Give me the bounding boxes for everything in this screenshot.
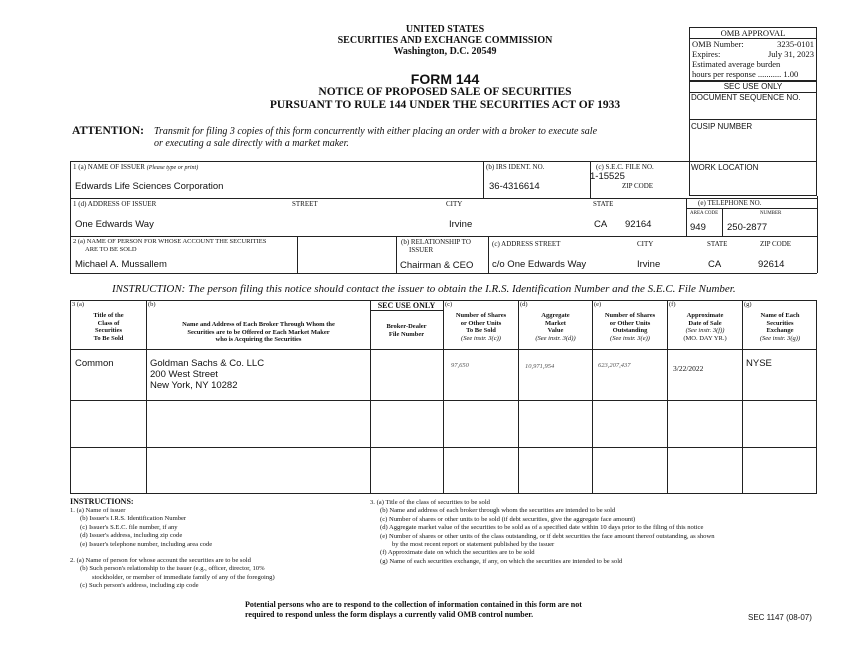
irs-value: 36-4316614 — [489, 181, 540, 192]
sec-use-only-label: SEC USE ONLY — [723, 82, 783, 91]
instruction-banner: INSTRUCTION: The person filing this notice should contact the issuer to obtain the I.R.S. Identification Number and the S.E.C. File Number. — [112, 283, 736, 295]
attention-line1: Transmit for filing 3 copies of this form concurrently with either placing an order with a broker to execute sale — [154, 126, 598, 137]
telephone-label: (e) TELEPHONE NO. — [698, 199, 762, 207]
instructions-heading: INSTRUCTIONS: — [70, 497, 134, 506]
area-code-label: AREA CODE — [690, 211, 719, 216]
issuer-zip-value: 92164 — [625, 219, 652, 230]
col-f-tag: (f) — [669, 301, 676, 308]
agency-header — [290, 24, 600, 57]
omb-expires-label: Expires: — [692, 49, 721, 59]
col-a-tag: 3 (a) — [72, 301, 85, 308]
phone-value: 250-2877 — [727, 222, 768, 233]
agency-line3: Washington, D.C. 20549 — [393, 46, 497, 57]
col-b-tag: (b) — [148, 301, 156, 308]
person-zip-value: 92614 — [758, 259, 785, 270]
person-state-value: CA — [708, 259, 722, 270]
form-subtitle — [200, 86, 690, 111]
sec-file-value: 1-15525 — [590, 171, 625, 182]
issuer-state-value: CA — [594, 219, 608, 230]
col-g-header: Name of Each Securities Exchange (See instr. 3(g)) — [759, 312, 801, 342]
subtitle-line1: NOTICE OF PROPOSED SALE OF SECURITIES — [318, 86, 572, 98]
attention-label: ATTENTION: — [72, 125, 144, 137]
person-city-value: Irvine — [637, 259, 661, 270]
col-d-header: Aggregate Market Value (See instr. 3(d)) — [535, 312, 576, 342]
document-sequence-label: DOCUMENT SEQUENCE NO. — [691, 93, 801, 102]
person-zip-label: ZIP CODE — [760, 240, 792, 248]
row1-outstanding: 623,207,437 — [598, 362, 631, 369]
row1-date: 3/22/2022 — [673, 364, 704, 373]
col-e-tag: (e) — [594, 301, 602, 308]
issuer-name-value: Edwards Life Sciences Corporation — [75, 181, 224, 192]
person-name-label: 2 (a) NAME OF PERSON FOR WHOSE ACCOUNT THE SECURITIES ARE TO BE SOLD — [73, 238, 267, 253]
work-location-label: WORK LOCATION — [691, 163, 759, 172]
form-code: SEC 1147 (08-07) — [748, 613, 812, 622]
subtitle-line2: PURSUANT TO RULE 144 UNDER THE SECURITIES ACT OF 1933 — [269, 98, 621, 111]
omb-title: OMB APPROVAL — [720, 28, 786, 38]
col-f-header: Approximate Date of Sale (See instr. 3(f)) (MO. DAY YR.) — [683, 312, 727, 342]
row1-title: Common — [75, 358, 114, 369]
sec-file-label: (c) S.E.C. FILE NO. — [596, 163, 654, 171]
person-address-label: (c) ADDRESS STREET — [492, 240, 561, 248]
cusip-label: CUSIP NUMBER — [691, 122, 753, 131]
irs-label: (b) IRS IDENT. NO. — [486, 163, 545, 171]
omb-number-value: 3235-0101 — [777, 39, 814, 49]
issuer-name-label: 1 (a) NAME OF ISSUER (Please type or print) — [73, 163, 199, 171]
number-label: NUMBER — [760, 211, 782, 216]
col-d-tag: (d) — [520, 301, 528, 308]
instructions-right: 3. (a) Title of the class of securities to be sold (b) Name and address of each broker through whom the securities are intended to be sold (c) Number of shares or other units to be sold (if debt securities, give the aggregate face amount) (d) Aggregate market value of the securities to be sold as of a specified date within 10 days prior to the filing of this notice (e) Number of shares or other units of the class outstanding, or if debt securities the face amount thereof outstanding, as shown by the most recent report or statement published by the issuer (f) Approximate date on which the securities are to be sold (g) Name of each securities exchange, if any, on which the securities are intended to be sold — [370, 499, 715, 565]
omb-burden-line2: hours per response ........... 1.00 — [692, 69, 799, 79]
issuer-address-label: 1 (d) ADDRESS OF ISSUER — [73, 200, 157, 208]
attention-line2: or executing a sale directly with a market maker. — [154, 138, 349, 149]
row1-shares: 97,650 — [451, 362, 469, 369]
person-city-label: CITY — [637, 240, 654, 248]
relationship-label: (b) RELATIONSHIP TO ISSUER — [401, 238, 471, 254]
col-g-tag: (g) — [744, 301, 752, 308]
footer-notice: Potential persons who are to respond to the collection of information contained in this form are not required to respond unless the form displays a currently valid OMB control number. — [245, 600, 582, 619]
row1-broker: Goldman Sachs & Co. LLC 200 West Street New York, NY 10282 — [150, 358, 265, 391]
col-c-tag: (c) — [445, 301, 453, 308]
person-state-label: STATE — [707, 240, 728, 248]
col-a-header: Title of the Class of Securities To Be Sold — [93, 312, 124, 342]
city-label: CITY — [446, 200, 463, 208]
broker-dealer-header: Broker-Dealer File Number — [386, 323, 427, 338]
person-address-value: c/o One Edwards Way — [492, 259, 587, 270]
zip-label-top: ZIP CODE — [622, 182, 654, 190]
form-title: FORM 144 — [410, 71, 480, 87]
row1-value: 10,971,954 — [525, 363, 555, 370]
instructions-left: 1. (a) Name of issuer (b) Issuer's I.R.S. Identification Number (c) Issuer's S.E.C. file number, if any (d) Issuer's address, including zip code (e) Issuer's telephone number, including area code 2. (a) Name of person for whose account the securities are to be sold (b) Such person's relationship to the issuer (e.g., officer, director, 10% stockholder, or member of immediate family of any of the foregoing) (c) Such person's address, including zip code — [70, 507, 275, 590]
street-label: STREET — [292, 200, 318, 208]
omb-burden-line1: Estimated average burden — [692, 59, 781, 69]
issuer-address-value: One Edwards Way — [75, 219, 154, 230]
state-label: STATE — [593, 200, 614, 208]
col-c-header: Number of Shares or Other Units To Be Sold (See instr. 3(c)) — [455, 312, 507, 342]
person-name-value: Michael A. Mussallem — [75, 259, 167, 270]
col-b-header: Name and Address of Each Broker Through Whom the Securities are to be Offered or Each Market Maker who is Acquiring the Securities — [182, 321, 335, 343]
agency-line1: UNITED STATES — [405, 24, 485, 35]
area-code-value: 949 — [690, 222, 706, 233]
col-e-header: Number of Shares or Other Units Outstanding (See instr. 3(e)) — [604, 312, 656, 342]
agency-line2: SECURITIES AND EXCHANGE COMMISSION — [337, 35, 553, 46]
table-sec-use-only: SEC USE ONLY — [377, 301, 436, 310]
relationship-value: Chairman & CEO — [400, 260, 474, 271]
issuer-city-value: Irvine — [449, 219, 473, 230]
omb-number-label: OMB Number: — [692, 39, 744, 49]
row1-exchange: NYSE — [746, 358, 772, 369]
omb-expires-value: July 31, 2023 — [767, 49, 814, 59]
